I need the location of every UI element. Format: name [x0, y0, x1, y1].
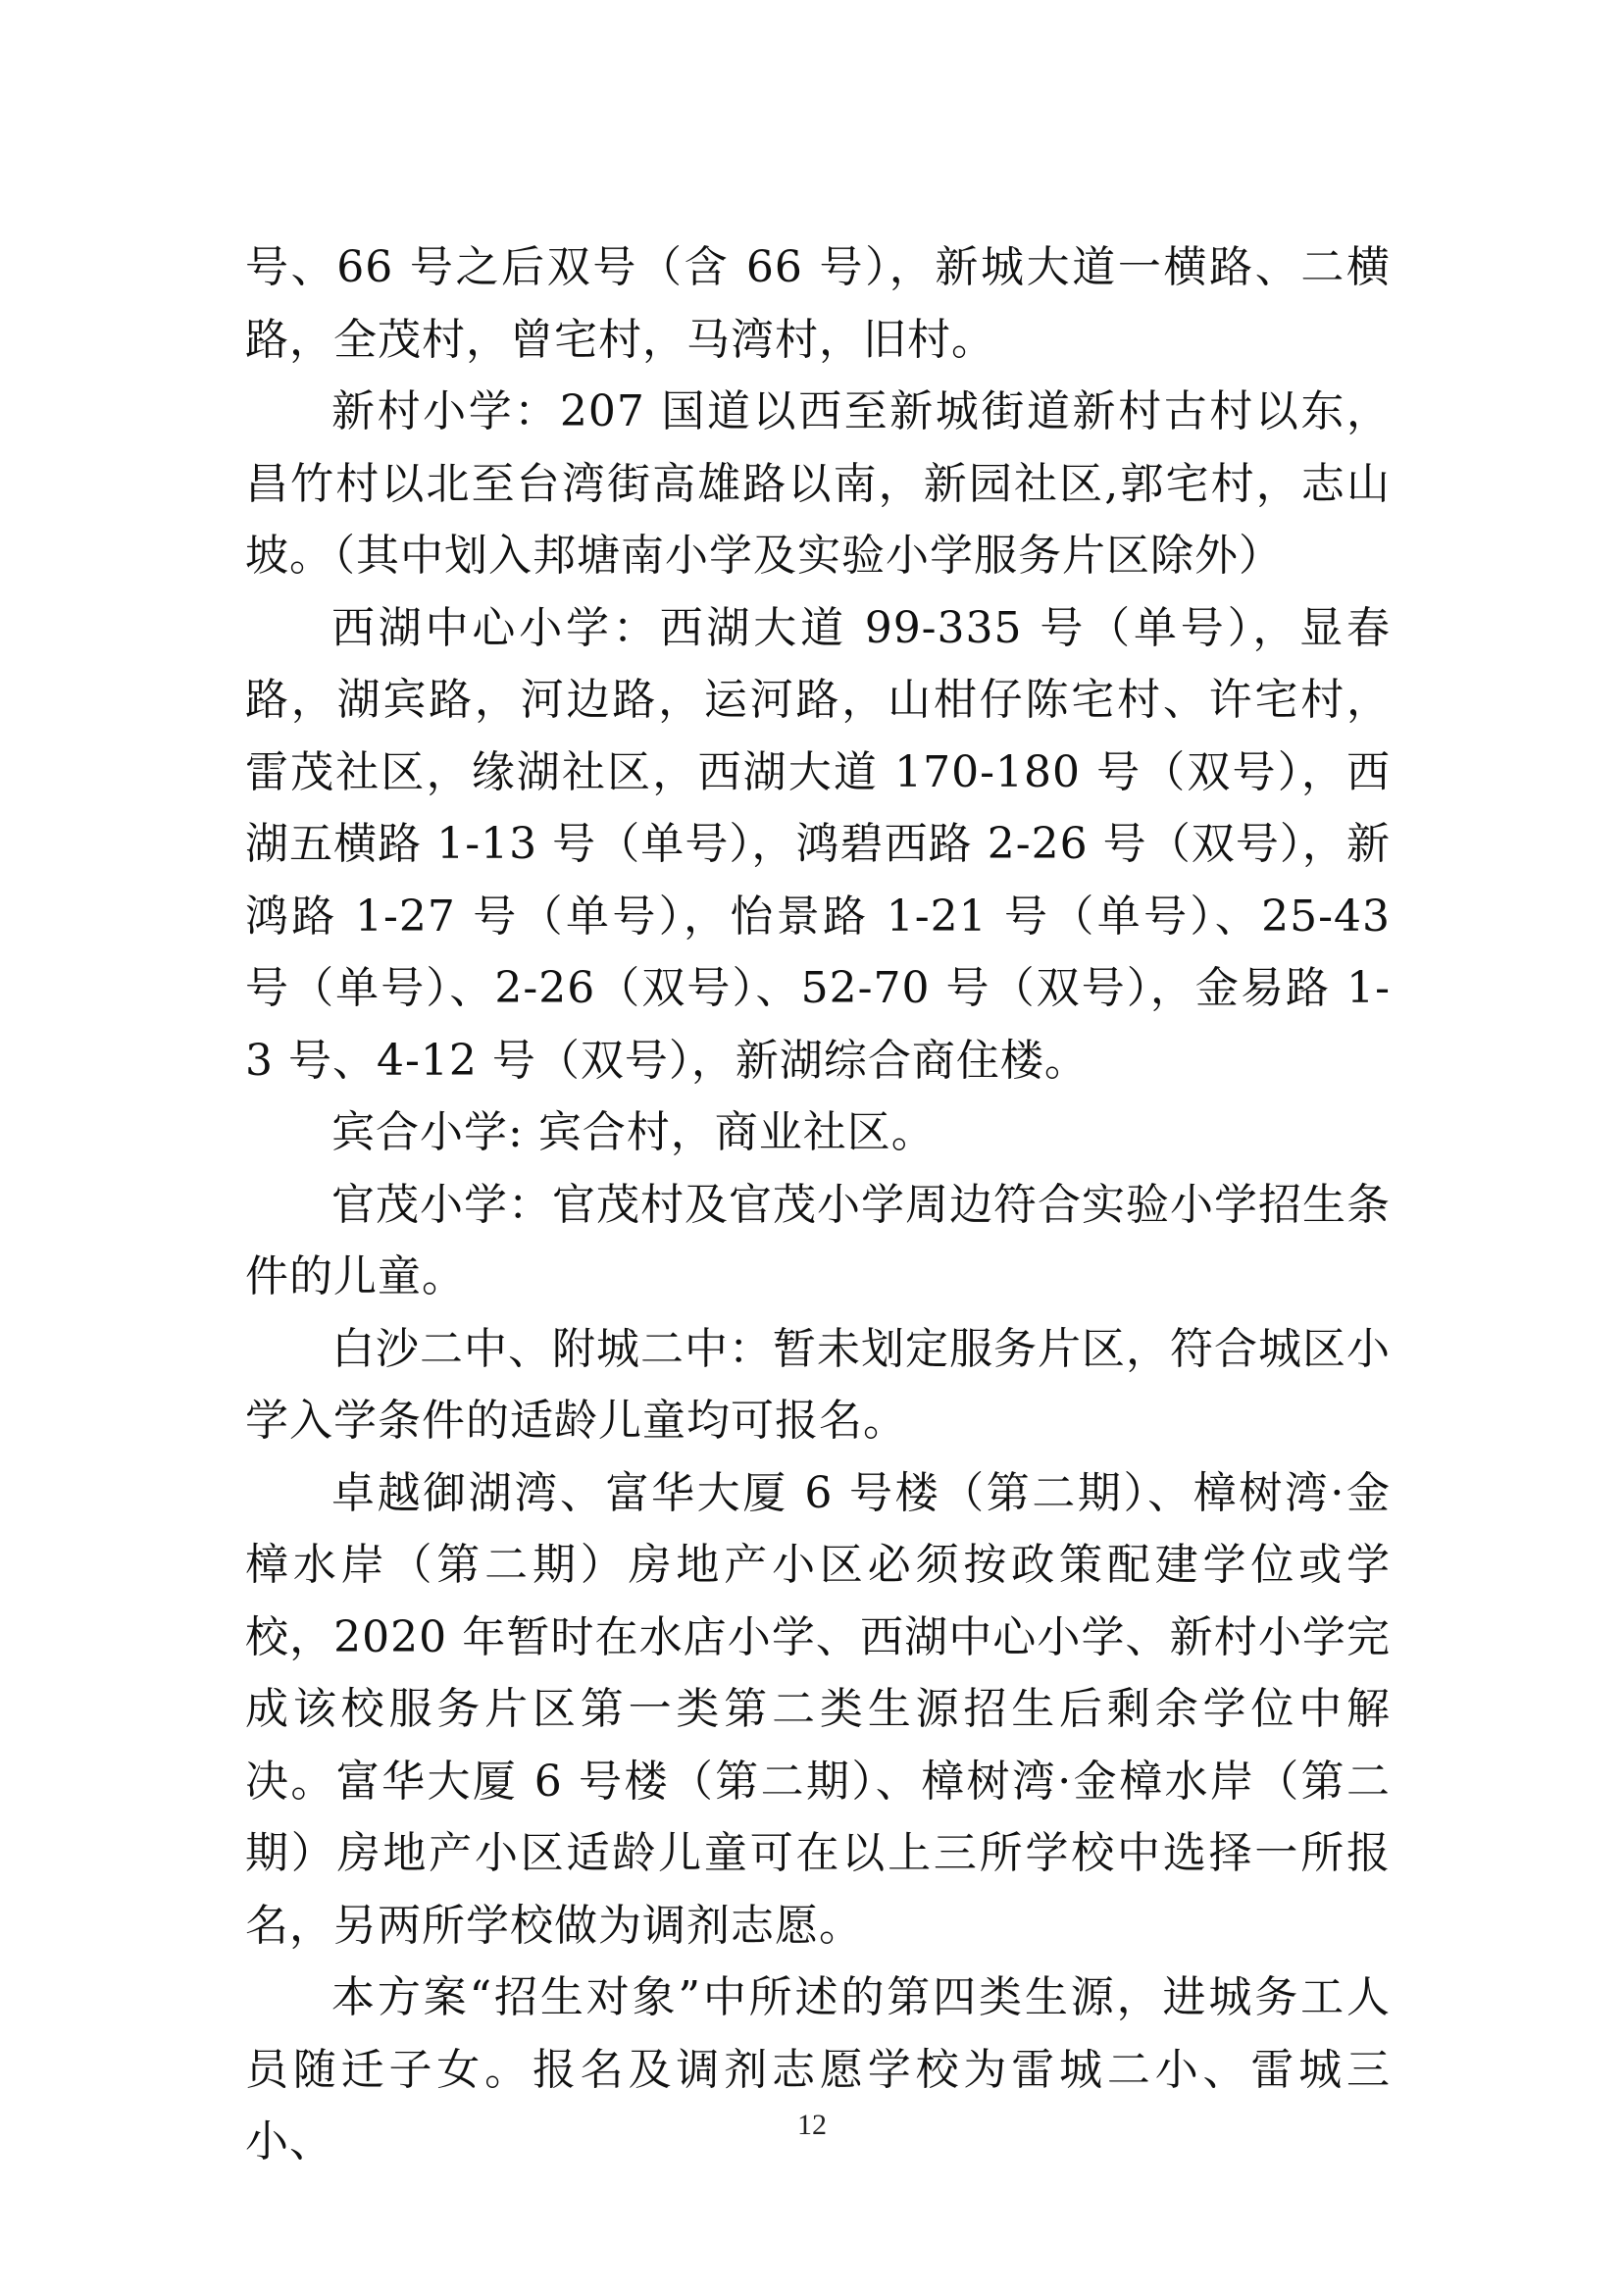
- paragraph-xihu-central-primary: 西湖中心小学：西湖大道 99-335 号（单号），显春路，湖宾路，河边路，运河路，山柑仔陈宅村、许宅村，雷茂社区，缘湖社区，西湖大道 170-180 号（双号），西湖五横路 1-13 号（单号），鸿碧西路 2-26 号（双号），新鸿路 1-27 号（单号），怡景路 1-21 号（单号）、25-43 号（单号）、2-26（双号）、52-70 号（双号），金易路 1-3 号、4-12 号（双号），新湖综合商住楼。: [245, 602, 1391, 1086]
- paragraph-continuation: 号、66 号之后双号（含 66 号），新城大道一横路、二横路，全茂村，曾宅村，马湾村，旧村。: [245, 242, 1391, 365]
- document-body: [245, 231, 1391, 2178]
- paragraph-middle-schools: 白沙二中、附城二中：暂未划定服务片区，符合城区小学入学条件的适龄儿童均可报名。: [245, 1323, 1391, 1446]
- page-number: 12: [797, 2109, 827, 2141]
- paragraph-binhe-primary: 宾合小学: 宾合村，商业社区。: [331, 1107, 936, 1157]
- paragraph-xincun-primary: 新村小学：207 国道以西至新城街道新村古村以东，昌竹村以北至台湾街高雄路以南，新园社区,郭宅村，志山坡。（其中划入邦塘南小学及实验小学服务片区除外）: [245, 386, 1391, 581]
- paragraph-property-developments: 卓越御湖湾、富华大厦 6 号楼（第二期）、樟树湾·金樟水岸（第二期）房地产小区必须按政策配建学位或学校，2020 年暂时在水店小学、西湖中心小学、新村小学完成该校服务片区第一类第二类生源招生后剩余学位中解决。富华大厦 6 号楼（第二期）、樟树湾·金樟水岸（第二期）房地产小区适龄儿童可在以上三所学校中选择一所报名，另两所学校做为调剂志愿。: [245, 1467, 1391, 1951]
- paragraph-guanmao-primary: 官茂小学：官茂村及官茂小学周边符合实验小学招生条件的儿童。: [245, 1179, 1391, 1301]
- paragraph-migrant-children: 本方案“招生对象”中所述的第四类生源，进城务工人员随迁子女。报名及调剂志愿学校为雷城二小、雷城三小、: [245, 1972, 1391, 2167]
